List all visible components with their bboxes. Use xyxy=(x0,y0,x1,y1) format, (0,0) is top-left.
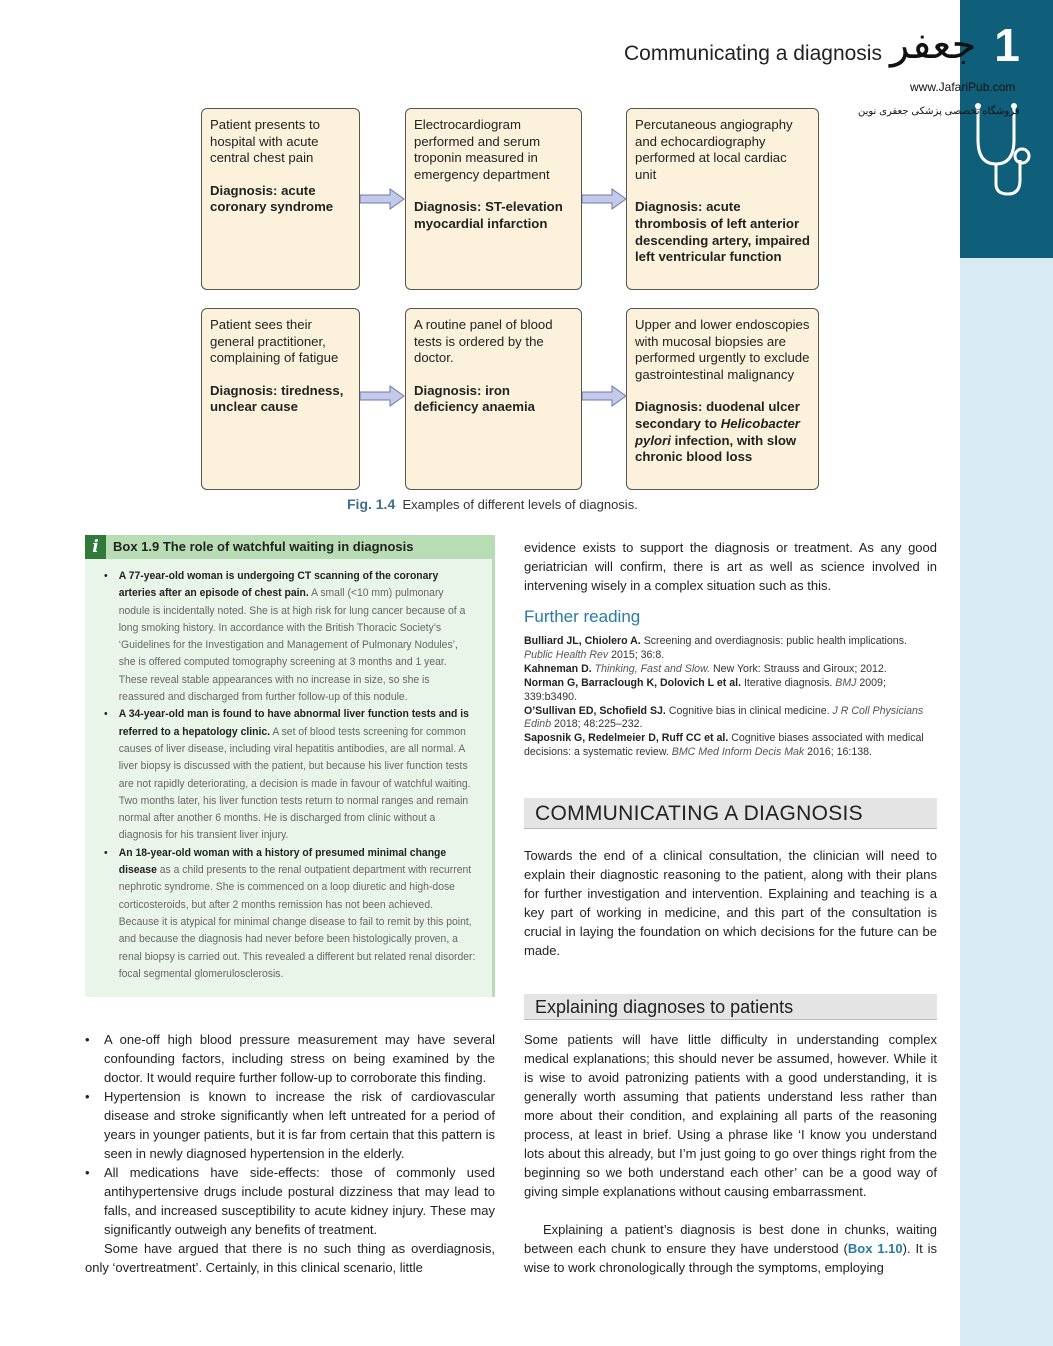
arrow-right-icon xyxy=(582,188,627,210)
reference-item: Kahneman D. Thinking, Fast and Slow. New York: Strauss and Giroux; 2012. xyxy=(524,662,887,675)
section-heading-bar xyxy=(524,798,937,829)
box-reference-link[interactable]: Box 1.10 xyxy=(847,1241,903,1256)
arrow-right-icon xyxy=(360,385,405,407)
reference-item: Norman G, Barraclough K, Dolovich L et al. Iterative diagnosis. BMJ 2009; 339:b3490. xyxy=(524,676,886,703)
flow-box-diagnosis: Diagnosis: ST-elevation myocardial infarction xyxy=(414,199,563,231)
body-paragraph: Some patients will have little difficulty in understanding complex medical explanations; this should never be assumed, however. While it is wise to avoid patronizing patients with a good understanding, it is generally worth assuming that patients understand less rather than more about their condition, and explaining all parts of the reasoning process, at least in brief. Using a phrase like ‘I know you understand lots about this already, but I’m just going to go over things right from the beginning so we both understand each other’ can be a good way of giving simple explanations without causing embarrassment. xyxy=(524,1032,937,1199)
watermark-persian: فروشگاه تخصصی پزشکی جعفری نوین xyxy=(858,106,1020,117)
further-reading-heading: Further reading xyxy=(524,607,641,626)
flow-box-diagnosis: Diagnosis: iron deficiency anaemia xyxy=(414,382,535,415)
subsection-heading-bar xyxy=(524,994,937,1020)
flow-box-text: Percutaneous angiography and echocardiography performed at local cardiac unit xyxy=(635,117,793,182)
arrow-right-icon xyxy=(582,385,627,407)
flow-box-text: A routine panel of blood tests is ordered by the doctor. xyxy=(414,317,553,366)
flow-box-text: Patient sees their general practitioner, complaining of fatigue xyxy=(210,317,339,366)
flow-box-row1-step2 xyxy=(405,108,582,290)
flow-box-text: Electrocardiogram performed and serum troponin measured in emergency department xyxy=(414,117,550,182)
section-heading: COMMUNICATING A DIAGNOSIS xyxy=(535,802,863,825)
reference-item: Saposnik G, Redelmeier D, Ruff CC et al. Cognitive biases associated with medical decisions: a systematic review. BMC Med Inform Decis Mak 2016; 16:138. xyxy=(524,732,924,759)
flow-box-row2-step1 xyxy=(201,308,360,490)
flow-box-row2-step2 xyxy=(405,308,582,490)
figure-caption xyxy=(347,496,638,512)
body-paragraph: Some have argued that there is no such thing as overdiagnosis, only ‘overtreatment’. Certainly, in this clinical scenario, little xyxy=(85,1241,495,1275)
subsection-heading: Explaining diagnoses to patients xyxy=(535,997,794,1017)
info-box-title: Box 1.9 The role of watchful waiting in diagnosis xyxy=(113,539,414,554)
info-box-list xyxy=(104,568,476,983)
list-item: • Hypertension is known to increase the risk of cardiovascular disease and stroke significantly when left untreated for a period of years in younger patients, but it is far from certain that this pattern is seen in newly diagnosed hypertension in the elderly. xyxy=(85,1087,495,1163)
publisher-logo: ﺟﻌﻔﺮ xyxy=(890,22,977,68)
list-item: • A one-off high blood pressure measurement may have several confounding factors, including stress on being examined by the doctor. It would require further follow-up to corroborate this finding. xyxy=(85,1030,495,1087)
flow-box-diagnosis: Diagnosis: acute thrombosis of left anterior descending artery, impaired left ventricular function xyxy=(635,199,810,265)
reference-list xyxy=(524,635,937,760)
flow-box-text: Upper and lower endoscopies with mucosal biopsies are performed urgently to exclude gastrointestinal malignancy xyxy=(635,317,810,382)
chapter-number: 1 xyxy=(994,19,1020,71)
flow-box-row2-step3 xyxy=(626,308,819,490)
arrow-right-icon xyxy=(360,188,405,210)
list-item: • An 18-year-old woman with a history of presumed minimal change disease as a child presents to the renal outpatient department with recurrent nephrotic syndrome. She is commenced on a loop diuretic and high-dose corticosteroids, but after 2 months remission has not been achieved. Because it is atypical for minimal change disease to fail to remit by this point, and because the diagnosis had never before been histologically proven, a renal biopsy is carried out. This revealed a different but related renal disorder: focal segmental glomerulosclerosis. xyxy=(104,845,476,983)
reference-item: O’Sullivan ED, Schofield SJ. Cognitive bias in clinical medicine. J R Coll Physicians Edinb 2018; 48:225–232. xyxy=(524,704,924,731)
figure-caption-text: Examples of different levels of diagnosis. xyxy=(402,497,638,512)
info-icon: i xyxy=(85,535,106,559)
list-item: • A 77-year-old woman is undergoing CT scanning of the coronary arteries after an episode of chest pain. A small (<10 mm) pulmonary nodule is incidentally noted. She is at high risk for lung cancer because of a long smoking history. In accordance with the British Thoracic Society’s ‘Guidelines for the Investigation and Management of Pulmonary Nodules’, she is offered computed tomography screening at 3 months and 1 year. These reveal stable appearances with no increase in size, so she is reassured and discharged from further follow-up of this nodule. xyxy=(104,568,476,706)
flow-box-diagnosis: Diagnosis: tiredness, unclear cause xyxy=(210,382,344,415)
flow-box-row1-step3 xyxy=(626,108,819,290)
flow-box-row1-step1 xyxy=(201,108,360,290)
watermark-url: www.JafariPub.com xyxy=(910,80,1016,94)
running-header-title: Communicating a diagnosis xyxy=(624,42,882,65)
list-item: • All medications have side-effects: those of commonly used antihypertensive drugs include postural dizziness that may lead to falls, and increased susceptibility to acute kidney injury. These may significantly outweigh any benefits of treatment. xyxy=(85,1163,495,1239)
flow-box-diagnosis: Diagnosis: duodenal ulcer secondary to Helicobacter pylori infection, with slow chronic blood loss xyxy=(635,399,800,465)
body-paragraph: Explaining a patient’s diagnosis is best done in chunks, waiting between each chunk to ensure they have understood (Box 1.10). It is wise to work chronologically through the symptoms, employing xyxy=(524,1222,937,1275)
reference-item: Bulliard JL, Chiolero A. Screening and overdiagnosis: public health implications. Public Health Rev 2015; 36:8. xyxy=(524,635,907,661)
body-bullet-list xyxy=(85,1030,495,1239)
body-paragraph: evidence exists to support the diagnosis or treatment. As any good geriatrician will confirm, there is art as well as science involved in intervening wisely in a complex situation such as this. xyxy=(524,540,937,593)
flow-box-text: Patient presents to hospital with acute central chest pain xyxy=(210,117,320,166)
figure-label: Fig. 1.4 xyxy=(347,496,396,512)
body-paragraph: Towards the end of a clinical consultation, the clinician will need to explain their diagnostic reasoning to the patient, along with their plans for further investigation and intervention. Explaining and teaching is a key part of working in medicine, and this part of the consultation is crucial in laying the foundation on which decisions for the future can be made. xyxy=(524,848,937,958)
list-item: • A 34-year-old man is found to have abnormal liver function tests and is referred to a hepatology clinic. A set of blood tests screening for common causes of liver disease, including viral hepatitis antibodies, are all normal. A liver biopsy is discussed with the patient, but because his liver function tests are not rapidly deteriorating, a decision is made in favour of watchful waiting. Two months later, his liver function tests return to normal ranges and remain normal after another 6 months. He is discharged from clinic without a diagnosis for his transient liver injury. xyxy=(104,706,476,844)
flow-box-diagnosis: Diagnosis: acute coronary syndrome xyxy=(210,182,334,215)
